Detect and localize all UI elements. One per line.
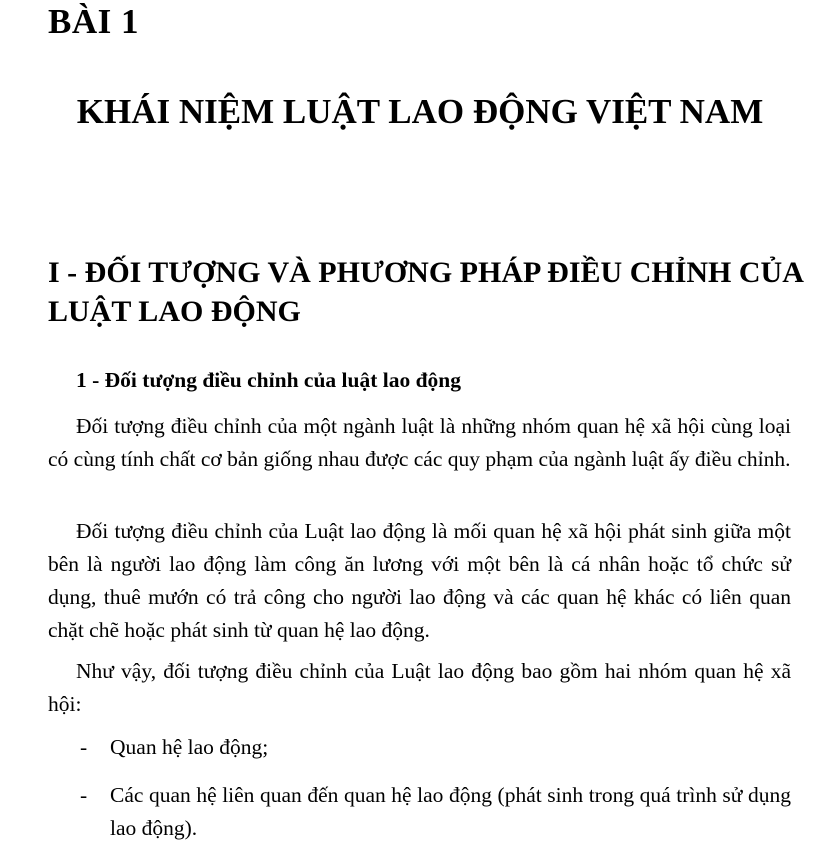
chapter-title: KHÁI NIỆM LUẬT LAO ĐỘNG VIỆT NAM [76, 92, 764, 131]
list-item-text: Quan hệ lao động; [110, 735, 269, 759]
list-item-text: Các quan hệ liên quan đến quan hệ lao động (phát sinh trong quá trình sử dụng lao động). [110, 783, 791, 840]
list-item [48, 779, 791, 845]
paragraph: Đối tượng điều chỉnh của một ngành luật là những nhóm quan hệ xã hội cùng loại có cùng tính chất cơ bản giống nhau được các quy phạm của ngành luật ấy điều chỉnh. [48, 414, 791, 471]
paragraph: Như vậy, đối tượng điều chỉnh của Luật lao động bao gồm hai nhóm quan hệ xã hội: [48, 659, 791, 716]
list-item [48, 731, 791, 764]
lesson-label: BÀI 1 [48, 2, 139, 41]
subsection-title: 1 - Đối tượng điều chỉnh của luật lao động [76, 368, 462, 392]
bullet-marker: - [80, 735, 88, 759]
section-title: I - ĐỐI TƯỢNG VÀ PHƯƠNG PHÁP ĐIỀU CHỈNH CỦA LUẬT LAO ĐỘNG [48, 256, 803, 328]
bullet-marker: - [80, 783, 88, 807]
paragraph: Đối tượng điều chỉnh của Luật lao động là mối quan hệ xã hội phát sinh giữa một bên là người lao động làm công ăn lương với một bên là cá nhân hoặc tổ chức sử dụng, thuê mướn có trả công cho người lao động và các quan hệ khác có liên quan chặt chẽ hoặc phát sinh từ quan hệ lao động. [48, 519, 791, 642]
